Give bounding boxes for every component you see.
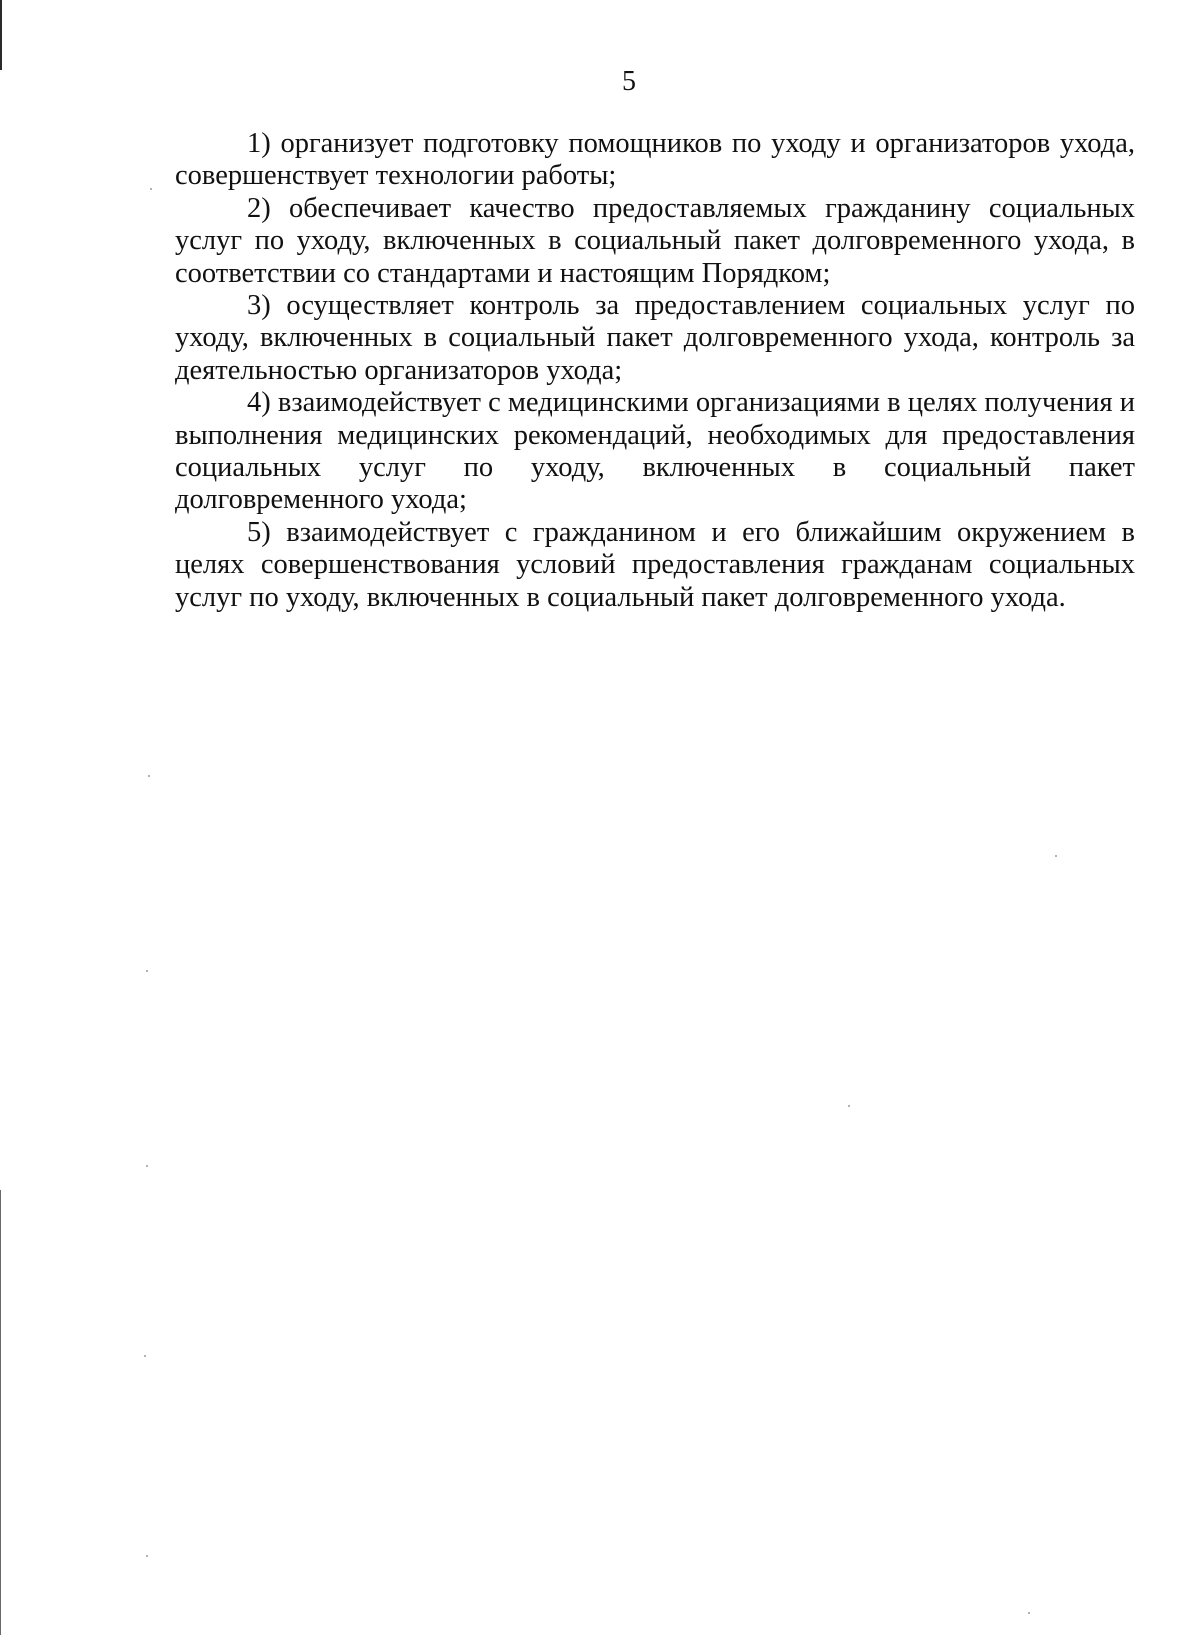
scan-dust	[146, 970, 148, 972]
list-item-4: 4) взаимодействует с медицинскими организациями в целях получения и выполнения медицинских рекомендаций, необходимых для предоставления социальных услуг по уходу, включенных в социальный пакет долговременного ухода;	[175, 387, 1135, 516]
list-item-3: 3) осуществляет контроль за предоставлением социальных услуг по уходу, включенных в социальный пакет долговременного ухода, контроль за деятельностью организаторов ухода;	[175, 290, 1135, 386]
page-number: 5	[622, 66, 636, 97]
scan-dust	[146, 1555, 148, 1557]
scan-dust	[1028, 1612, 1030, 1614]
scan-dust	[144, 1355, 146, 1357]
scan-dust	[146, 1165, 148, 1167]
scan-edge-mark	[0, 1190, 1, 1635]
scan-dust	[1055, 855, 1057, 857]
list-item-2: 2) обеспечивает качество предоставляемых гражданину социальных услуг по уходу, включенных в социальный пакет долговременного ухода, в соответствии со стандартами и настоящим Порядком;	[175, 192, 1135, 289]
scan-edge-mark	[0, 0, 2, 70]
document-body	[175, 128, 1135, 614]
list-item-1: 1) организует подготовку помощников по уходу и организаторов ухода, совершенствует технологии работы;	[175, 128, 1135, 192]
scan-dust	[148, 775, 150, 777]
scan-dust	[848, 1105, 850, 1107]
scan-dust	[150, 188, 152, 190]
list-item-5: 5) взаимодействует с гражданином и его ближайшим окружением в целях совершенствования условий предоставления гражданам социальных услуг по уходу, включенных в социальный пакет долговременного ухода.	[175, 516, 1135, 613]
